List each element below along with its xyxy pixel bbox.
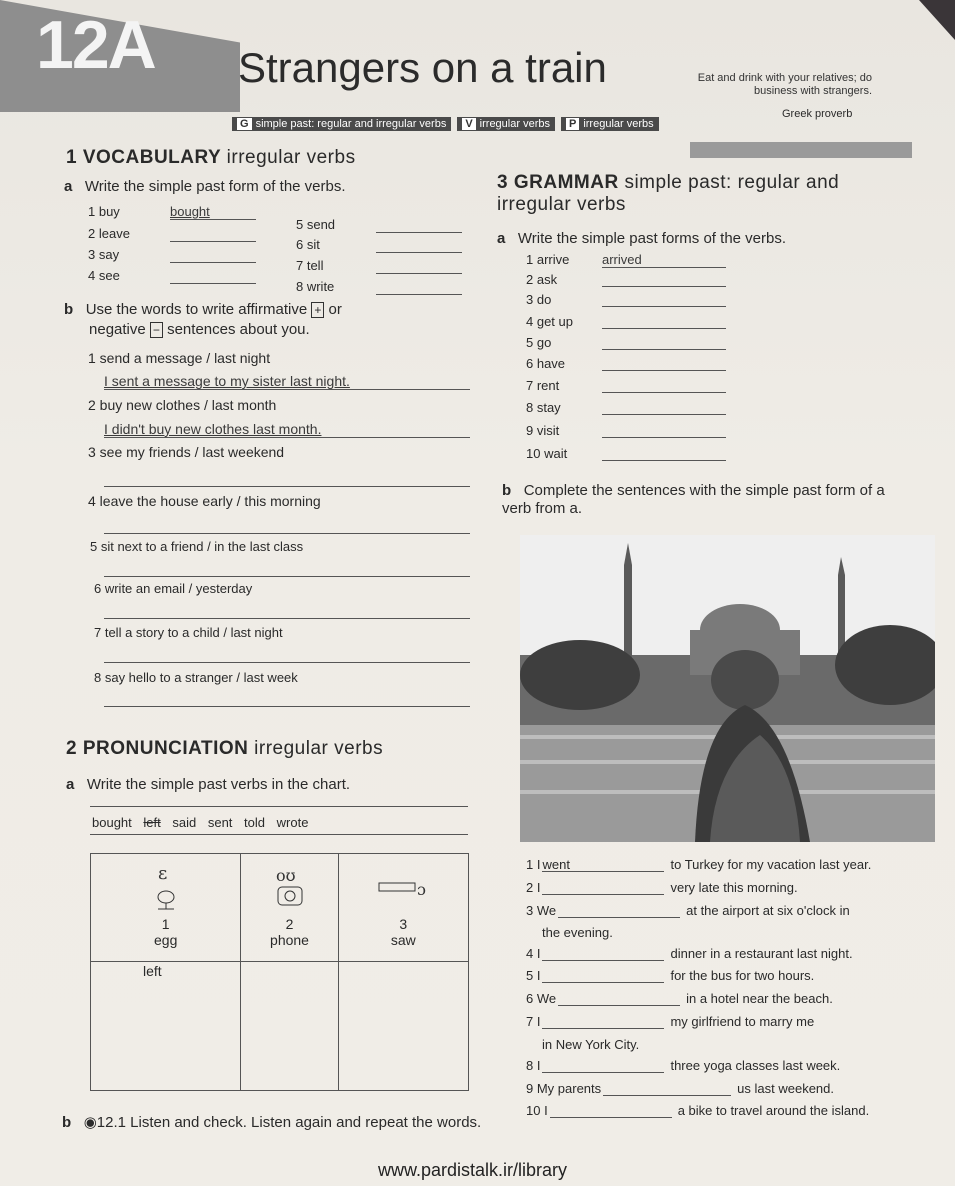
proverb-source: Greek proverb [782, 108, 853, 120]
sentence-blank[interactable] [542, 946, 664, 961]
prompt: 8 say hello to a stranger / last week [94, 670, 298, 685]
grammar-verb: 10 wait [526, 446, 568, 461]
sentence-subject: 10 I [526, 1103, 548, 1118]
grammar-verb-item [526, 252, 736, 267]
vocab-item: 8 write [296, 279, 466, 294]
prompt-answer[interactable]: I sent a message to my sister last night. [104, 373, 470, 390]
sentence-item [526, 946, 911, 961]
grammar-verb: 4 get up [526, 314, 573, 329]
sentence-subject: 2 I [526, 880, 541, 895]
sentence-subject: 1 I [526, 857, 541, 872]
prompt-answer[interactable]: I didn't buy new clothes last month. [104, 421, 470, 438]
sentence-rest: dinner in a restaurant last night. [670, 946, 853, 961]
sentence-rest: us last weekend. [737, 1081, 834, 1096]
grammar-verb: 6 have [526, 356, 566, 371]
answer-line[interactable] [376, 232, 462, 233]
word-box-top [90, 806, 468, 807]
grammar-a-instruction: a Write the simple past forms of the verbs. [497, 230, 787, 247]
sentence-blank[interactable] [603, 1081, 731, 1096]
answer-line[interactable]: bought [170, 204, 256, 220]
grammar-verb-item [526, 272, 736, 287]
prompt: 3 see my friends / last weekend [88, 444, 285, 460]
sentence-item [526, 1058, 911, 1073]
grammar-tag: G simple past: regular and irregular verbs [232, 117, 451, 131]
answer-line[interactable] [602, 286, 726, 287]
sentence-rest: in a hotel near the beach. [686, 991, 833, 1006]
sentence-subject: 3 We [526, 903, 557, 918]
vocab-b-instruction: b Use the words to write affirmative + or negative − sentences about you. [64, 301, 342, 338]
answer-line[interactable] [376, 273, 462, 274]
vocab-heading: 1 VOCABULARY irregular verbs [66, 147, 356, 168]
prompt-answer[interactable] [104, 576, 470, 577]
sentence-item [526, 925, 911, 940]
saw-icon [373, 861, 433, 913]
sentence-item [526, 857, 911, 872]
prompt: 5 sit next to a friend / in the last class [90, 539, 304, 554]
grammar-verb-item [526, 400, 736, 415]
sentence-rest: a bike to travel around the island. [677, 1103, 870, 1118]
grammar-verb-item [526, 378, 736, 393]
sentence-item [526, 991, 911, 1006]
prompt-answer[interactable] [104, 486, 470, 487]
grammar-verb-item [526, 423, 736, 438]
sentence-item [526, 903, 911, 918]
sentence-item [526, 1081, 911, 1096]
prompt-answer[interactable] [104, 662, 470, 663]
sentence-item [526, 968, 911, 983]
sentence-rest: at the airport at six o'clock in [686, 903, 850, 918]
phone-icon [268, 861, 312, 913]
prompt-answer[interactable] [104, 533, 470, 534]
grammar-verb: 7 rent [526, 378, 560, 393]
vocab-a-instruction: a Write the simple past form of the verbs. [64, 178, 346, 195]
pron-b-instruction: b ◉12.1 Listen and check. Listen again and repeat the words. [62, 1114, 482, 1131]
sound-chart [90, 853, 469, 1091]
hagia-sophia-photo [520, 535, 935, 842]
col-phone: oʊ 2 phone [241, 854, 338, 962]
answer-line[interactable]: arrived [602, 252, 726, 268]
sentence-subject: 7 I [526, 1014, 541, 1029]
photo-illustration [520, 535, 935, 842]
grammar-verb: 3 do [526, 292, 552, 307]
sentence-item [526, 880, 911, 895]
grammar-verb: 9 visit [526, 423, 560, 438]
focus-tags [232, 117, 659, 131]
sentence-subject: 4 I [526, 946, 541, 961]
sentence-subject: 8 I [526, 1058, 541, 1073]
vocab-item: 7 tell [296, 258, 466, 273]
sentence-blank[interactable]: went [542, 857, 664, 872]
page-corner [895, 0, 955, 40]
sentence-blank[interactable] [542, 880, 664, 895]
prompt: 1 send a message / last night [88, 350, 271, 366]
answer-line[interactable] [602, 370, 726, 371]
sentence-rest: in New York City. [542, 1037, 640, 1052]
grammar-b-instruction: b Complete the sentences with the simple past form of a verb from a. [502, 482, 885, 517]
answer-line[interactable] [170, 262, 256, 263]
sentence-rest: for the bus for two hours. [670, 968, 815, 983]
vocab-item: 2 leave [88, 226, 258, 241]
page-title: Strangers on a train [238, 44, 607, 91]
prompt-answer[interactable] [104, 706, 470, 707]
chart-cell[interactable]: left [91, 962, 241, 1091]
answer-line[interactable] [602, 349, 726, 350]
sentence-blank[interactable] [558, 991, 680, 1006]
grammar-verb-item [526, 335, 736, 350]
sentence-blank[interactable] [558, 903, 680, 918]
vocab-item: 3 say [88, 247, 258, 262]
sentence-item [526, 1037, 911, 1052]
col-saw: ɔ 3 saw [338, 854, 468, 962]
chart-cell[interactable] [338, 962, 468, 1091]
grammar-verb-item [526, 292, 736, 307]
vocab-item: 6 sit [296, 237, 466, 252]
grammar-verb: 8 stay [526, 400, 561, 415]
answer-line[interactable] [602, 392, 726, 393]
sentence-subject: 9 My parents [526, 1081, 602, 1096]
grammar-heading: 3 GRAMMAR simple past: regular and irregular verbs [497, 172, 840, 215]
prompt: 4 leave the house early / this morning [88, 493, 321, 509]
answer-line[interactable] [376, 252, 462, 253]
col-egg: ɛ 1 egg [91, 854, 241, 962]
word-box-bottom [90, 834, 468, 835]
grammar-verb-item [526, 446, 736, 461]
sentence-rest: three yoga classes last week. [670, 1058, 841, 1073]
sentence-blank[interactable] [542, 968, 664, 983]
svg-text:ɔ: ɔ [417, 880, 427, 899]
sentence-rest: very late this morning. [670, 880, 798, 895]
prompt: 6 write an email / yesterday [94, 581, 253, 596]
pron-a-instruction: a Write the simple past verbs in the chart. [66, 776, 351, 793]
sentence-rest: the evening. [542, 925, 613, 940]
vocab-item: 1 buy bought [88, 204, 258, 219]
word-box: bought left said sent told wrote [92, 815, 309, 830]
answer-line[interactable] [602, 328, 726, 329]
pron-heading: 2 PRONUNCIATION irregular verbs [66, 738, 384, 759]
vocab-item: 4 see [88, 268, 258, 283]
sentence-subject: 6 We [526, 991, 557, 1006]
grammar-verb: 5 go [526, 335, 552, 350]
vocab-item: 5 send [296, 217, 466, 232]
prompt: 7 tell a story to a child / last night [94, 625, 283, 640]
svg-text:oʊ: oʊ [275, 866, 296, 885]
header-bar [690, 142, 912, 158]
unit-number: 12A [36, 7, 155, 83]
prompt: 2 buy new clothes / last month [88, 397, 277, 413]
sentence-rest: to Turkey for my vacation last year. [670, 857, 872, 872]
answer-line[interactable] [170, 241, 256, 242]
answer-line[interactable] [602, 437, 726, 438]
sentence-rest: my girlfriend to marry me [670, 1014, 815, 1029]
egg-icon [146, 861, 186, 913]
prompt-answer[interactable] [104, 618, 470, 619]
vocab-tag: V irregular verbs [457, 117, 555, 131]
sentence-blank[interactable] [550, 1103, 672, 1118]
chart-cell[interactable] [241, 962, 338, 1091]
svg-text:ɛ: ɛ [157, 863, 168, 884]
sentence-item [526, 1014, 911, 1029]
grammar-verb: 2 ask [526, 272, 558, 287]
answer-line[interactable] [602, 306, 726, 307]
grammar-verb-item [526, 356, 736, 371]
answer-line[interactable] [170, 283, 256, 284]
sentence-blank[interactable] [542, 1058, 664, 1073]
audio-icon[interactable]: ◉ [83, 1114, 97, 1131]
grammar-verb: 1 arrive [526, 252, 570, 267]
sentence-blank[interactable] [542, 1014, 664, 1029]
answer-line[interactable] [602, 414, 726, 415]
pron-tag: P irregular verbs [561, 117, 659, 131]
grammar-verb-item [526, 314, 736, 329]
footer-url: www.pardistalk.ir/library [378, 1160, 568, 1180]
answer-line[interactable] [602, 460, 726, 461]
answer-line[interactable] [376, 294, 462, 295]
sentence-item [526, 1103, 911, 1118]
proverb: Eat and drink with your relatives; do business with strangers. [697, 72, 872, 97]
sentence-subject: 5 I [526, 968, 541, 983]
